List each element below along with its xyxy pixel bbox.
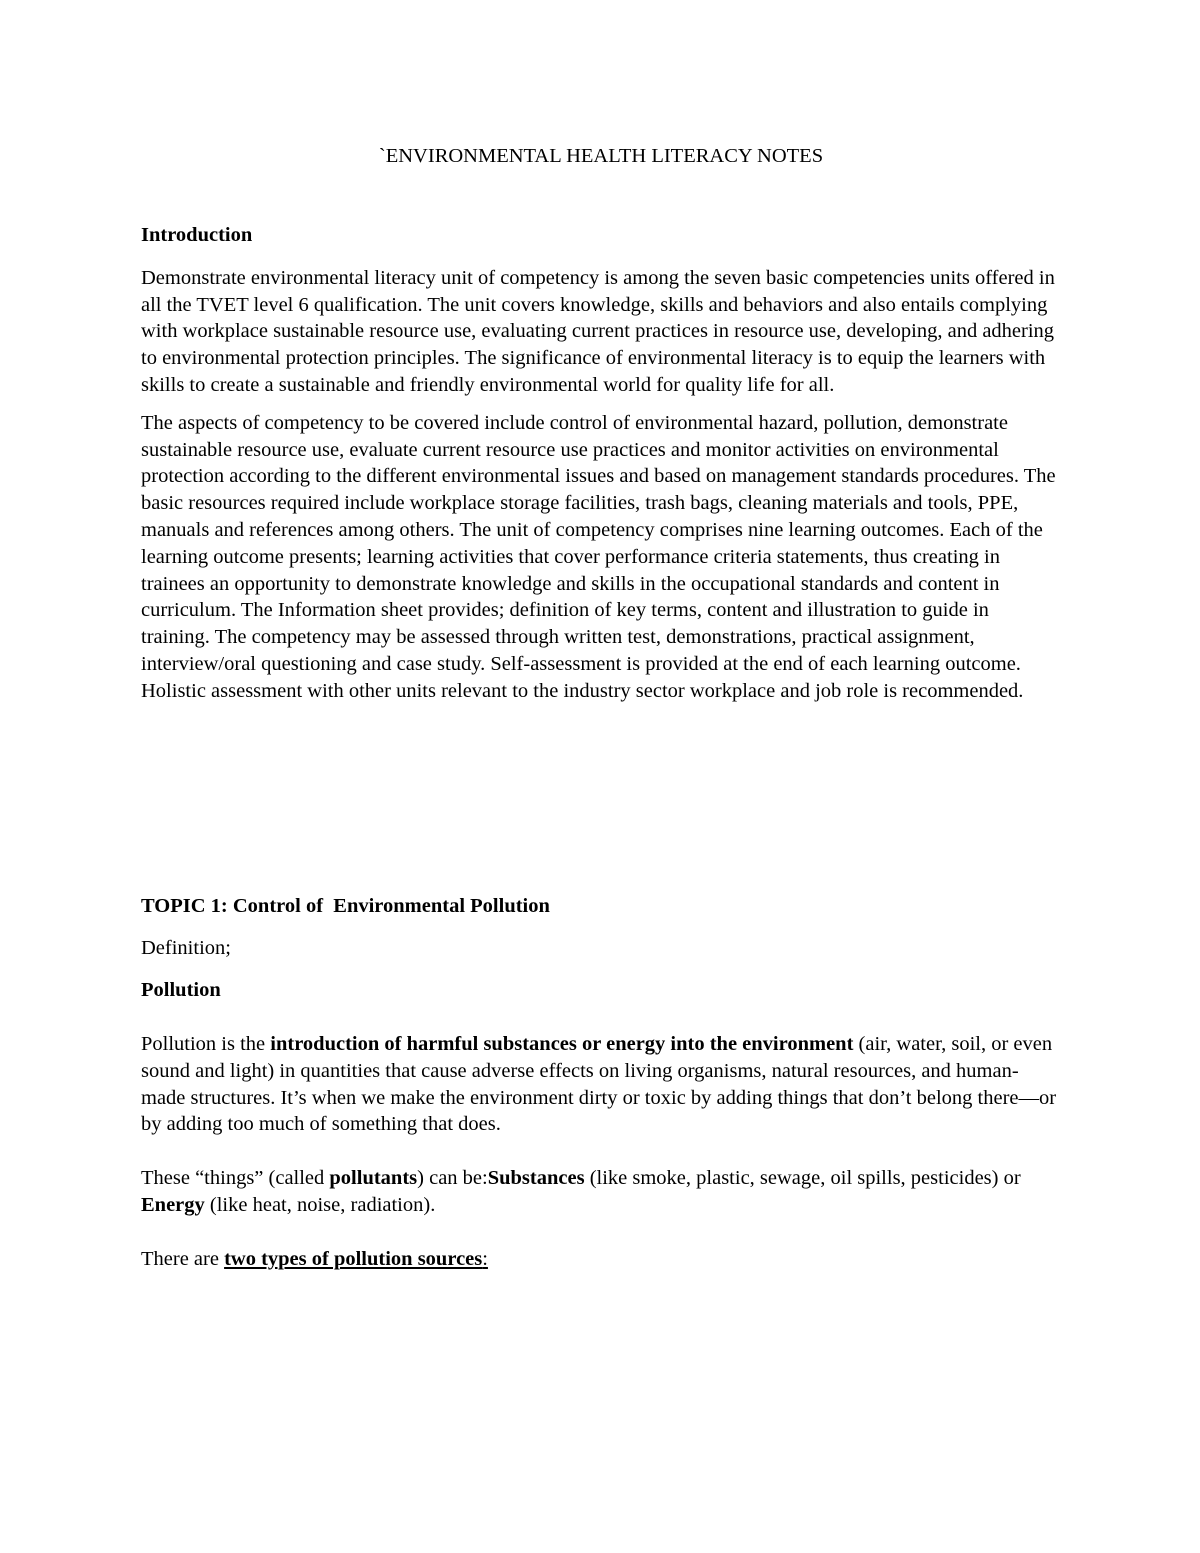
introduction-heading: Introduction xyxy=(141,224,253,246)
topic-1-heading: TOPIC 1: Control of Environmental Pollution xyxy=(141,894,550,917)
sources-suffix: : xyxy=(482,1247,488,1270)
substances-bold: Substances xyxy=(487,1167,585,1190)
pollutants-p-part4: (like heat, noise, radiation). xyxy=(204,1193,436,1216)
pollutants-p-part2: ) can be: xyxy=(417,1167,488,1190)
introduction-paragraph-1: Demonstrate environmental literacy unit of competency is among the seven basic competencies units offered in all the TVET level 6 qualification. The unit covers knowledge, skills and behaviors and also entails complying with workplace sustainable resource use, evaluating current practices in resource use, developing, and adhering to environmental protection principles. The significance of environmental literacy is to equip the learners with skills to create a sustainable and friendly environmental world for quality life for all. xyxy=(141,266,1055,396)
two-types-of-pollution-sources: two types of pollution sources xyxy=(224,1247,483,1270)
document-title: `ENVIRONMENTAL HEALTH LITERACY NOTES xyxy=(378,145,824,167)
sources-prefix: There are xyxy=(141,1247,225,1270)
pollution-sources-paragraph xyxy=(141,1246,1061,1273)
document-body xyxy=(141,138,1061,1273)
pollutants-paragraph xyxy=(141,1165,1061,1219)
pollutants-p-part3: (like smoke, plastic, sewage, oil spills, pesticides) or xyxy=(584,1167,1021,1190)
pollution-p1-prefix: Pollution is the xyxy=(141,1032,271,1055)
pollutants-bold: pollutants xyxy=(329,1167,418,1190)
introduction-paragraph-2: The aspects of competency to be covered include control of environmental hazard, pollution, demonstrate sustainable resource use, evaluate current resource use practices and monitor activities on environmental protection according to the different environmental issues and based on management standards procedures. The basic resources required include workplace storage facilities, trash bags, cleaning materials and tools, PPE, manuals and references among others. The unit of competency comprises nine learning outcomes. Each of the learning outcome presents; learning activities that cover performance criteria statements, thus creating in trainees an opportunity to demonstrate knowledge and skills in the occupational standards and content in curriculum. The Information sheet provides; definition of key terms, content and illustration to guide in training. The competency may be assessed through written test, demonstrations, practical assignment, interview/oral questioning and case study. Self-assessment is provided at the end of each learning outcome. Holistic assessment with other units relevant to the industry sector workplace and job role is recommended. xyxy=(141,411,1056,702)
pollution-p1-bold: introduction of harmful substances or energy into the environment xyxy=(270,1032,854,1055)
pollutants-p-part1: These “things” (called xyxy=(141,1167,330,1190)
pollution-heading: Pollution xyxy=(141,979,221,1002)
pollution-definition-paragraph xyxy=(141,1031,1061,1138)
pollution-p1-suffix: (air, water, soil, or even sound and light) in quantities that cause adverse effects on living organisms, natural resources, and human-made structures. It’s when we make the environment dirty or toxic by adding things that don’t belong there—or by adding too much of something that does. xyxy=(141,1032,1057,1136)
definition-label: Definition; xyxy=(141,937,231,960)
energy-bold: Energy xyxy=(141,1193,205,1216)
